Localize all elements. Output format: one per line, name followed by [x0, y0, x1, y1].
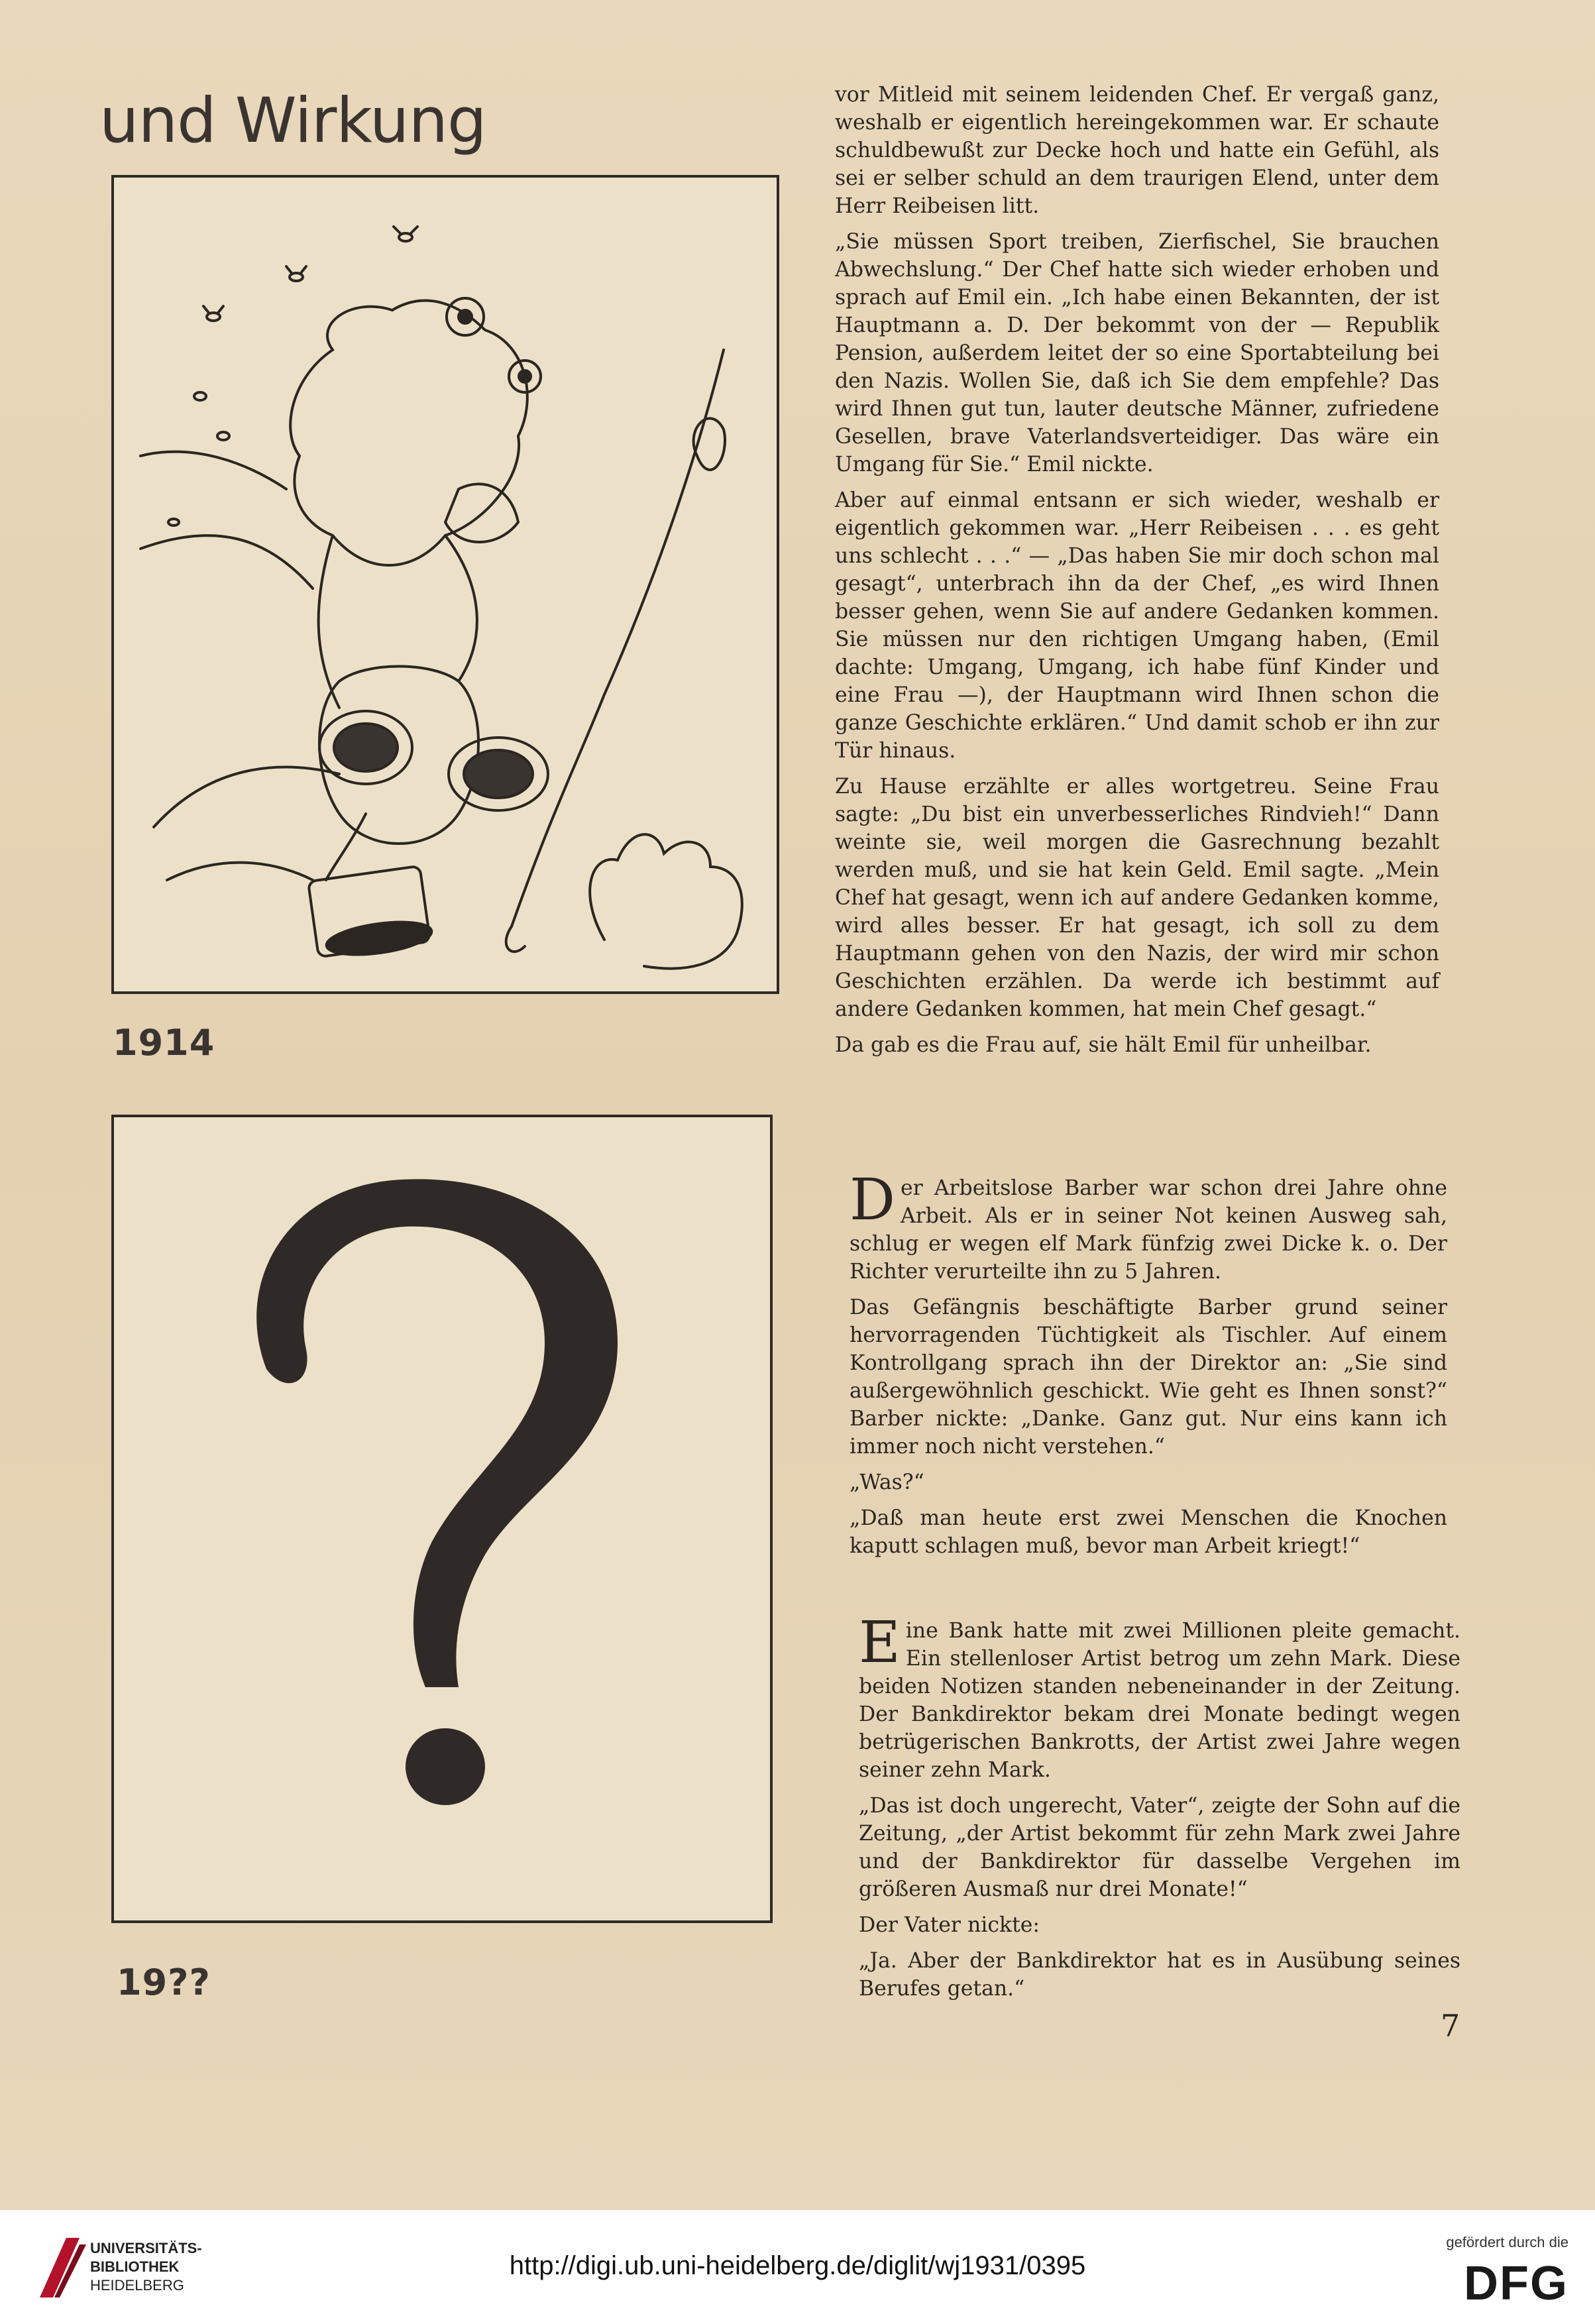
- fly-icon: [168, 519, 179, 526]
- fly-icon: [286, 266, 306, 281]
- paragraph-text: ine Bank hatte mit zwei Millionen pleite gemacht. Ein stellenloser Artist betrog um zehn Mark. Diese beiden Notizen standen nebeneinander in der Zeitung. Der Bankdirektor bekam drei Monate bedingt wegen betrügerischen Bankrotts, der Artist zwei Jahre wegen seiner zehn Mark.: [859, 1619, 1460, 1782]
- caption-year-unknown: 19??: [117, 1962, 211, 2003]
- fly-icon: [217, 432, 229, 440]
- paragraph: [850, 1167, 1447, 1286]
- library-name-line: UNIVERSITÄTS-: [90, 2240, 202, 2256]
- paragraph: Das Gefängnis beschäftigte Barber grund seiner hervorragenden Tüchtigkeit als Tischler. Auf einem Kontrollgang sprach ihn der Direktor an: „Sie sind außergewöhnlich geschickt. Wie geht es Ihnen sonst?“ Barber nickte: „Danke. Ganz gut. Nur eins kann ich immer noch nicht verstehen.“: [850, 1296, 1447, 1459]
- paragraph: vor Mitleid mit seinem leidenden Chef. Er vergaß ganz, weshalb er eigentlich hereingekommen war. Er schaute schuldbewußt zur Decke hoch und hatte ein Gefühl, als sei er selber schuld an dem traurigen Elend, unter dem Herr Reibeisen litt.: [835, 83, 1439, 218]
- question-mark-icon: [256, 1179, 618, 1805]
- paragraph: Der Vater nickte:: [859, 1913, 1040, 1937]
- paragraph: [859, 1610, 1460, 1784]
- paragraph: „Das ist doch ungerecht, Vater“, zeigte der Sohn auf die Zeitung, „der Artist bekommt für zehn Mark zwei Jahre und der Bankdirektor für dasselbe Vergehen im größeren Ausmaß nur drei Monate!“: [859, 1794, 1460, 1901]
- fly-icon: [203, 306, 223, 321]
- library-name-line: BIBLIOTHEK: [90, 2258, 180, 2275]
- illustration-question: [111, 1115, 773, 1923]
- paragraph: „Sie müssen Sport treiben, Zierfischel, Sie brauchen Abwechslung.“ Der Chef hatte sich wieder erhoben und sprach auf Emil ein. „Ich habe einen Bekannten, der ist Hauptmann a. D. Der bekommt von der — Republik Pension, außerdem leitet der so eine Sportabteilung bei den Nazis. Wollen Sie, daß ich Sie dem empfehle? Das wird Ihnen gut tun, lauter deutsche Männer, zufriedene Gesellen, brave Vaterlandsverteidiger. Das wäre ein Umgang für Sie.“ Emil nickte.: [835, 230, 1439, 476]
- dropcap: D: [850, 1167, 895, 1233]
- funder-label: gefördert durch die: [1446, 2234, 1568, 2250]
- dropcap: E: [859, 1610, 901, 1676]
- source-url-link[interactable]: http://digi.ub.uni-heidelberg.de/diglit/wj1931/0395: [509, 2251, 1086, 2280]
- paragraph: Aber auf einmal entsann er sich wieder, weshalb er eigentlich gekommen war. „Herr Reibeisen . . . es geht uns schlecht . . .“ — „Das haben Sie mir doch schon mal gesagt“, unterbrach ihn da der Chef, „es wird Ihnen besser gehen, wenn Sie auf andere Gedanken kommen. Sie müssen nur den richtigen Umgang haben, (Emil dachte: Umgang, Umgang, ich habe fünf Kinder und eine Frau —), der Hauptmann wird Ihnen schon die ganze Geschichte erklären.“ Und damit schob er ihn zur Tür hinaus.: [835, 488, 1439, 763]
- paragraph: „Daß man heute erst zwei Menschen die Knochen kaputt schlagen muß, bevor man Arbeit kriegt!“: [850, 1506, 1447, 1558]
- caption-year-1914: 1914: [113, 1022, 215, 1064]
- story-continuation: [835, 81, 1439, 1067]
- paragraph: „Ja. Aber der Bankdirektor hat es in Ausübung seines Berufes getan.“: [859, 1949, 1460, 2001]
- paragraph: „Was?“: [850, 1470, 924, 1494]
- paragraph: Zu Hause erzählte er alles wortgetreu. Seine Frau sagte: „Du bist ein unverbesserliches Rindvieh!“ Dann weinte sie, weil morgen die Gasrechnung bezahlt werden muß, und sie hat kein Geld. Emil sagte. „Mein Chef hat gesagt, wenn ich auf andere Gedanken komme, wird alles besser. Er hat gesagt, ich soll zu dem Hauptmann gehen von den Nazis, der wird mir schon Geschichten erzählen. Da werde ich bestimmt auf andere Gedanken kommen, hat mein Chef gesagt.“: [835, 775, 1439, 1021]
- fly-icon: [394, 227, 417, 241]
- question-mark-drawing: [114, 1117, 770, 1920]
- gas-mask-soldier-drawing: [114, 178, 777, 991]
- fly-icon: [194, 392, 206, 400]
- dfg-logo: DFG: [1464, 2257, 1568, 2310]
- library-name-line: HEIDELBERG: [90, 2277, 184, 2294]
- page-headline: und Wirkung: [99, 85, 486, 157]
- paragraph: Da gab es die Frau auf, sie hält Emil für unheilbar.: [835, 1033, 1372, 1057]
- footer-bar: [0, 2210, 1595, 2324]
- paragraph-text: er Arbeitslose Barber war schon drei Jahre ohne Arbeit. Als er in seiner Not keinen Ausweg sah, schlug er wegen elf Mark fünfzig zwei Dicke k. o. Der Richter verurteilte ihn zu 5 Jahren.: [850, 1176, 1447, 1284]
- story-barber: [850, 1167, 1447, 1568]
- page-number: 7: [1441, 2008, 1460, 2044]
- illustration-1914: [111, 175, 779, 994]
- story-bank: [859, 1610, 1460, 2011]
